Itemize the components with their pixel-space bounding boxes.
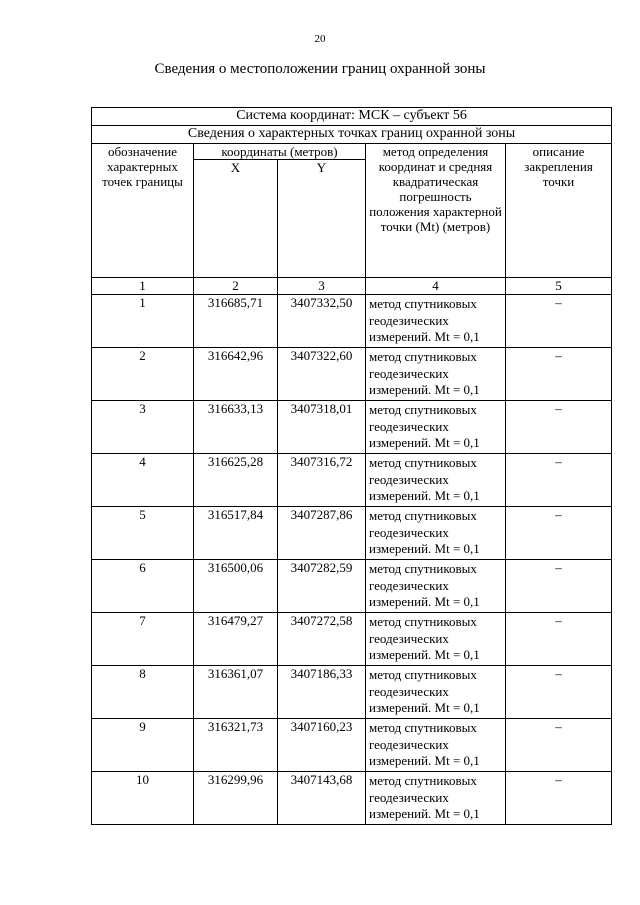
method-cell: метод спутниковых геодезических измерений. Mt = 0,1 <box>366 719 506 772</box>
description-cell: – <box>506 613 612 666</box>
document-title: Сведения о местоположении границ охранной зоны <box>154 61 486 77</box>
method-cell: метод спутниковых геодезических измерений. Mt = 0,1 <box>366 454 506 507</box>
y-cell: 3407160,23 <box>278 719 366 772</box>
x-cell: 316625,28 <box>194 454 278 507</box>
x-cell: 316361,07 <box>194 666 278 719</box>
x-cell: 316633,13 <box>194 401 278 454</box>
coordinate-system: Система координат: МСК – субъект 56 <box>92 108 612 126</box>
point-cell: 7 <box>92 613 194 666</box>
table-row <box>92 348 612 401</box>
column-number: 1 <box>92 278 194 295</box>
y-cell: 3407186,33 <box>278 666 366 719</box>
point-cell: 10 <box>92 772 194 825</box>
y-cell: 3407143,68 <box>278 772 366 825</box>
column-number: 5 <box>506 278 612 295</box>
point-cell: 8 <box>92 666 194 719</box>
point-cell: 3 <box>92 401 194 454</box>
header-coords: координаты (метров) <box>194 144 366 160</box>
y-cell: 3407272,58 <box>278 613 366 666</box>
description-cell: – <box>506 719 612 772</box>
method-cell: метод спутниковых геодезических измерений. Mt = 0,1 <box>366 401 506 454</box>
y-cell: 3407322,60 <box>278 348 366 401</box>
column-number: 3 <box>278 278 366 295</box>
header-row <box>92 144 612 160</box>
column-number: 2 <box>194 278 278 295</box>
x-cell: 316685,71 <box>194 295 278 348</box>
table-row <box>92 772 612 825</box>
table-row <box>92 454 612 507</box>
y-cell: 3407332,50 <box>278 295 366 348</box>
method-cell: метод спутниковых геодезических измерений. Mt = 0,1 <box>366 666 506 719</box>
coordinate-system-row <box>92 108 612 126</box>
coordinates-table <box>91 107 612 825</box>
point-cell: 6 <box>92 560 194 613</box>
header-y: Y <box>278 160 366 278</box>
column-numbers-row <box>92 278 612 295</box>
method-cell: метод спутниковых геодезических измерений. Mt = 0,1 <box>366 348 506 401</box>
x-cell: 316500,06 <box>194 560 278 613</box>
method-cell: метод спутниковых геодезических измерений. Mt = 0,1 <box>366 613 506 666</box>
table-subtitle-row <box>92 126 612 144</box>
table-subtitle: Сведения о характерных точках границ охранной зоны <box>92 126 612 144</box>
point-cell: 4 <box>92 454 194 507</box>
description-cell: – <box>506 666 612 719</box>
header-designation: обозначение характерных точек границы <box>92 144 194 278</box>
method-cell: метод спутниковых геодезических измерений. Mt = 0,1 <box>366 507 506 560</box>
description-cell: – <box>506 772 612 825</box>
table-row <box>92 613 612 666</box>
table-row <box>92 666 612 719</box>
x-cell: 316321,73 <box>194 719 278 772</box>
x-cell: 316299,96 <box>194 772 278 825</box>
header-method: метод определения координат и средняя квадратическая погрешность положения характерной точки (Mt) (метров) <box>366 144 506 278</box>
x-cell: 316517,84 <box>194 507 278 560</box>
method-cell: метод спутниковых геодезических измерений. Mt = 0,1 <box>366 560 506 613</box>
table-row <box>92 719 612 772</box>
point-cell: 1 <box>92 295 194 348</box>
description-cell: – <box>506 560 612 613</box>
x-cell: 316479,27 <box>194 613 278 666</box>
point-cell: 9 <box>92 719 194 772</box>
description-cell: – <box>506 454 612 507</box>
table-row <box>92 507 612 560</box>
description-cell: – <box>506 295 612 348</box>
table-row <box>92 401 612 454</box>
method-cell: метод спутниковых геодезических измерений. Mt = 0,1 <box>366 295 506 348</box>
x-cell: 316642,96 <box>194 348 278 401</box>
point-cell: 2 <box>92 348 194 401</box>
y-cell: 3407287,86 <box>278 507 366 560</box>
column-number: 4 <box>366 278 506 295</box>
header-x: X <box>194 160 278 278</box>
description-cell: – <box>506 401 612 454</box>
y-cell: 3407316,72 <box>278 454 366 507</box>
table-row <box>92 560 612 613</box>
y-cell: 3407318,01 <box>278 401 366 454</box>
point-cell: 5 <box>92 507 194 560</box>
description-cell: – <box>506 507 612 560</box>
method-cell: метод спутниковых геодезических измерений. Mt = 0,1 <box>366 772 506 825</box>
description-cell: – <box>506 348 612 401</box>
y-cell: 3407282,59 <box>278 560 366 613</box>
table-row <box>92 295 612 348</box>
header-description: описание закрепления точки <box>506 144 612 278</box>
page-number: 20 <box>314 33 326 45</box>
